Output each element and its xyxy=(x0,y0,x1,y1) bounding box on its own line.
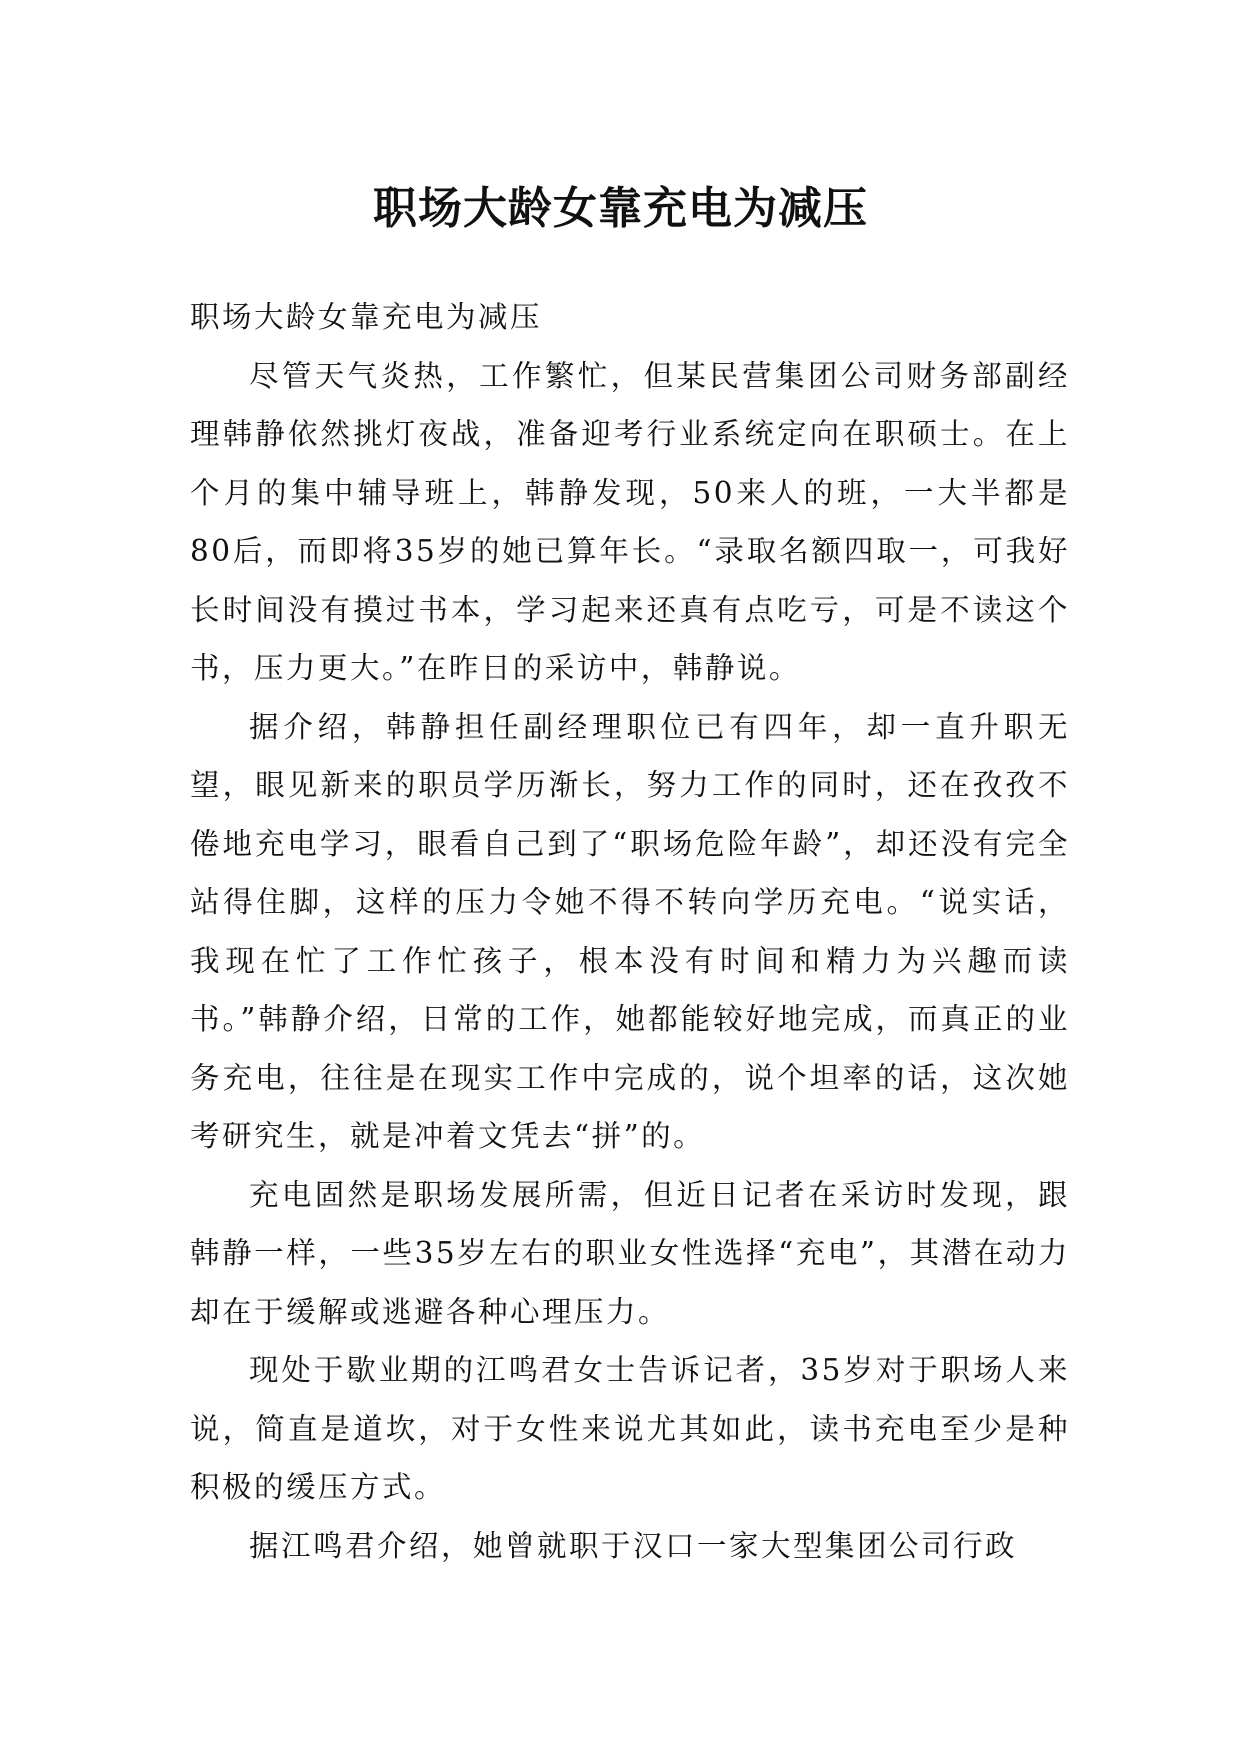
document-subtitle: 职场大龄女靠充电为减压 xyxy=(190,300,543,334)
paragraph-4: 现处于歇业期的江鸣君女士告诉记者，35岁对于职场人来说，简直是道坎，对于女性来说尤其如此，读书充电至少是种积极的缓压方式。 xyxy=(190,1353,1070,1504)
document-body xyxy=(190,288,1070,1575)
paragraph-5: 据江鸣君介绍，她曾就职于汉口一家大型集团公司行政 xyxy=(249,1528,1018,1563)
paragraph-1: 尽管天气炎热，工作繁忙，但某民营集团公司财务部副经理韩静依然挑灯夜战，准备迎考行业系统定向在职硕士。在上个月的集中辅导班上，韩静发现，50来人的班，一大半都是80后，而即将35岁的她已算年长。“录取名额四取一，可我好长时间没有摸过书本，学习起来还真有点吃亏，可是不读这个书，压力更大。”在昨日的采访中，韩静说。 xyxy=(190,358,1070,685)
paragraph-2: 据介绍，韩静担任副经理职位已有四年，却一直升职无望，眼见新来的职员学历渐长，努力工作的同时，还在孜孜不倦地充电学习，眼看自己到了“职场危险年龄”，却还没有完全站得住脚，这样的压力令她不得不转向学历充电。“说实话，我现在忙了工作忙孩子，根本没有时间和精力为兴趣而读书。”韩静介绍，日常的工作，她都能较好地完成，而真正的业务充电，往往是在现实工作中完成的，说个坦率的话，这次她考研究生，就是冲着文凭去“拼”的。 xyxy=(190,709,1070,1153)
document-title: 职场大龄女靠充电为减压 xyxy=(373,183,868,235)
paragraph-3: 充电固然是职场发展所需，但近日记者在采访时发现，跟韩静一样，一些35岁左右的职业女性选择“充电”，其潜在动力却在于缓解或逃避各种心理压力。 xyxy=(190,1177,1070,1329)
